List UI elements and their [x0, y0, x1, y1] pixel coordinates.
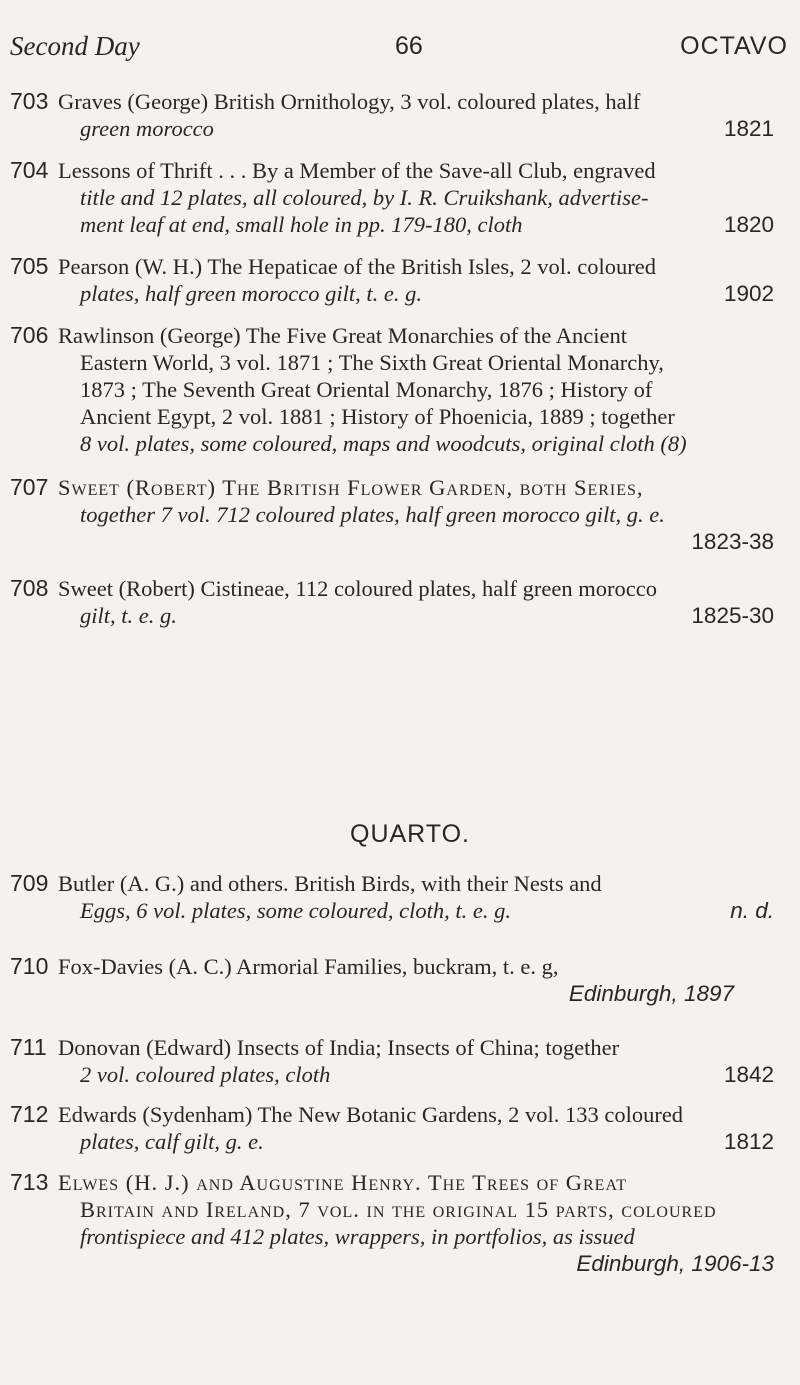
entry-text	[58, 953, 774, 1007]
entry-line: Eastern World, 3 vol. 1871 ; The Sixth Great Oriental Monarchy,	[80, 350, 664, 375]
entry-date: 1825-30	[691, 603, 774, 628]
entry-line: Sweet (Robert) Cistineae, 112 coloured plates, half green morocco	[58, 576, 657, 601]
page-header	[10, 26, 788, 66]
lot-number: 707	[10, 474, 49, 500]
entry-line	[58, 528, 774, 555]
entry-text	[58, 322, 774, 457]
entry-text	[58, 1034, 774, 1088]
entry-line: Fox-Davies (A. C.) Armorial Families, buckram, t. e. g,	[58, 954, 559, 979]
lot-number: 710	[10, 953, 49, 979]
entry-line: plates, calf gilt, g. e. 1812	[80, 1129, 774, 1154]
entry-text	[58, 575, 774, 629]
entry-date: Edinburgh, 1897	[568, 981, 734, 1006]
entry-text	[58, 870, 774, 924]
lot-number: 704	[10, 157, 49, 183]
entry-date: 1902	[723, 281, 774, 306]
entry-line: Elwes (H. J.) and Augustine Henry. The Trees of Great	[58, 1170, 627, 1195]
entry-date: 1842	[723, 1062, 774, 1087]
entry-text	[58, 474, 774, 555]
lot-number: 713	[10, 1169, 49, 1195]
entry-line: Donovan (Edward) Insects of India; Insects of China; together	[58, 1035, 620, 1060]
lot-number: 705	[10, 253, 49, 279]
lot-number: 709	[10, 870, 49, 896]
entry-line: 8 vol. plates, some coloured, maps and woodcuts, original cloth (8)	[80, 431, 687, 456]
section-heading: QUARTO.	[350, 820, 470, 848]
entry-line: frontispiece and 412 plates, wrappers, in portfolios, as issued	[80, 1224, 635, 1249]
entry-line: Sweet (Robert) The British Flower Garden, both Series,	[58, 475, 644, 500]
lot-number: 711	[10, 1034, 47, 1060]
entry-line: Pearson (W. H.) The Hepaticae of the British Isles, 2 vol. coloured	[58, 254, 656, 279]
entry-text	[58, 1101, 774, 1155]
entry-date: n. d.	[730, 898, 774, 923]
entry-line: Edwards (Sydenham) The New Botanic Gardens, 2 vol. 133 coloured	[58, 1102, 684, 1127]
entry-line: 1873 ; The Seventh Great Oriental Monarchy, 1876 ; History of	[80, 377, 653, 402]
entry-line: green morocco 1821	[80, 116, 774, 141]
entry-line: together 7 vol. 712 coloured plates, half green morocco gilt, g. e.	[80, 502, 665, 527]
entry-date: 1812	[723, 1129, 774, 1154]
entry-text	[58, 1169, 774, 1250]
entry-date: 1821	[723, 116, 774, 141]
entry-line: Rawlinson (George) The Five Great Monarchies of the Ancient	[58, 323, 628, 348]
entry-line: ment leaf at end, small hole in pp. 179-180, cloth 1820	[80, 212, 774, 237]
entry-line: 2 vol. coloured plates, cloth 1842	[80, 1062, 774, 1087]
entry-date: 1823-38	[691, 529, 774, 554]
entry-date: 1820	[723, 212, 774, 237]
entry-line: Lessons of Thrift . . . By a Member of the Save-all Club, engraved	[58, 158, 656, 183]
lot-number: 712	[10, 1101, 49, 1127]
entry-line: Eggs, 6 vol. plates, some coloured, cloth, t. e. g. n. d.	[80, 898, 774, 923]
page-number: 66	[395, 32, 423, 60]
entry-line: Ancient Egypt, 2 vol. 1881 ; History of Phoenicia, 1889 ; together	[80, 404, 675, 429]
entry-line: Britain and Ireland, 7 vol. in the original 15 parts, coloured	[80, 1197, 717, 1222]
entry-line: gilt, t. e. g. 1825-30	[80, 603, 774, 628]
lot-number: 708	[10, 575, 49, 601]
entry-text	[58, 88, 774, 142]
entry-line	[58, 980, 774, 1007]
entry-line: plates, half green morocco gilt, t. e. g. 1902	[80, 281, 774, 306]
entry-text	[58, 157, 774, 238]
entry-line: title and 12 plates, all coloured, by I. R. Cruikshank, advertise-	[80, 185, 649, 210]
entry-line: Graves (George) British Ornithology, 3 vol. coloured plates, half	[58, 89, 641, 114]
entry-line: Butler (A. G.) and others. British Birds, with their Nests and	[58, 871, 602, 896]
lot-number: 706	[10, 322, 49, 348]
running-head-left: Second Day	[10, 31, 140, 61]
running-head-right: OCTAVO	[680, 32, 788, 60]
entry-text	[58, 253, 774, 307]
entry-date: Edinburgh, 1906-13	[576, 1251, 774, 1276]
lot-number: 703	[10, 88, 49, 114]
